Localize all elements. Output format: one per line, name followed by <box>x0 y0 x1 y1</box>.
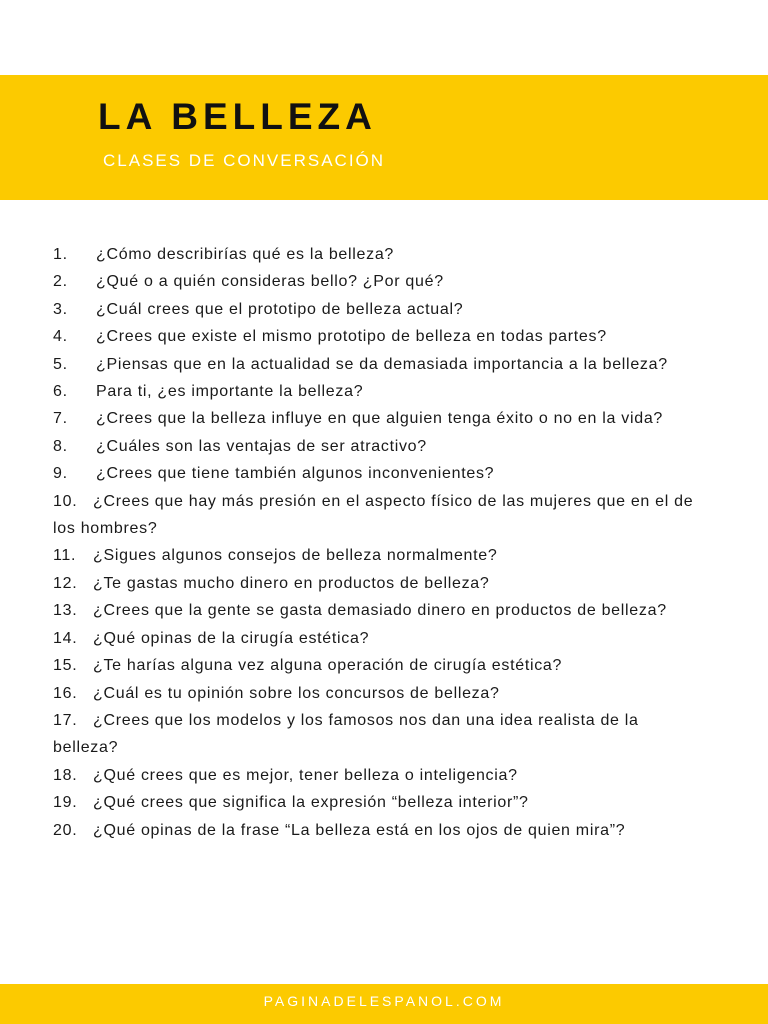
question-item <box>53 652 698 679</box>
question-number: 14. <box>53 629 78 647</box>
page-title: LA BELLEZA <box>98 96 377 137</box>
question-item <box>53 707 698 762</box>
question-number: 20. <box>53 821 78 839</box>
question-text: ¿Crees que los modelos y los famosos nos dan una idea realista de la belleza? <box>53 711 639 757</box>
question-text: ¿Qué opinas de la frase “La belleza está en los ojos de quien mira”? <box>93 821 626 839</box>
question-item <box>53 762 698 789</box>
page-subtitle: CLASES DE CONVERSACIÓN <box>103 151 386 170</box>
question-item <box>53 405 698 432</box>
question-number: 16. <box>53 684 78 702</box>
question-item <box>53 378 698 405</box>
question-number: 10. <box>53 492 78 510</box>
question-item <box>53 597 698 624</box>
question-item <box>53 460 698 487</box>
question-item <box>53 351 698 378</box>
question-list <box>53 241 698 844</box>
question-number: 11. <box>53 547 77 565</box>
question-number: 6. <box>53 383 68 401</box>
question-number: 9. <box>53 465 68 483</box>
question-number: 2. <box>53 273 68 291</box>
question-text: ¿Sigues algunos consejos de belleza normalmente? <box>93 547 498 565</box>
question-text: ¿Cuál es tu opinión sobre los concursos de belleza? <box>93 684 500 702</box>
question-number: 18. <box>53 766 78 784</box>
question-text: ¿Cuáles son las ventajas de ser atractivo? <box>96 437 427 455</box>
question-text: ¿Crees que existe el mismo prototipo de belleza en todas partes? <box>96 328 607 346</box>
question-text: ¿Cuál crees que el prototipo de belleza actual? <box>96 300 464 318</box>
question-number: 17. <box>53 711 78 729</box>
question-item <box>53 296 698 323</box>
question-text: ¿Qué crees que significa la expresión “belleza interior”? <box>93 794 529 812</box>
question-number: 4. <box>53 328 68 346</box>
question-text: ¿Crees que hay más presión en el aspecto físico de las mujeres que en el de los hombres? <box>53 492 694 538</box>
question-number: 15. <box>53 657 78 675</box>
question-item <box>53 323 698 350</box>
footer-band <box>0 984 768 1024</box>
question-number: 5. <box>53 355 68 373</box>
question-item <box>53 542 698 569</box>
question-item <box>53 817 698 844</box>
question-item <box>53 789 698 816</box>
question-text: Para ti, ¿es importante la belleza? <box>96 383 364 401</box>
question-text: ¿Cómo describirías qué es la belleza? <box>96 246 395 263</box>
question-number: 7. <box>53 410 68 428</box>
question-number: 19. <box>53 794 78 812</box>
question-text: ¿Te gastas mucho dinero en productos de belleza? <box>93 574 490 592</box>
question-text: ¿Qué o a quién consideras bello? ¿Por qué? <box>96 273 444 291</box>
question-text: ¿Crees que la gente se gasta demasiado dinero en productos de belleza? <box>93 602 667 620</box>
question-item <box>53 268 698 295</box>
question-text: ¿Te harías alguna vez alguna operación de cirugía estética? <box>93 657 563 675</box>
question-text: ¿Qué opinas de la cirugía estética? <box>93 629 370 647</box>
footer-website: PAGINADELESPANOL.COM <box>263 993 505 1009</box>
question-item <box>53 625 698 652</box>
question-text: ¿Crees que tiene también algunos inconvenientes? <box>96 465 495 483</box>
question-number: 12. <box>53 574 78 592</box>
question-item <box>53 570 698 597</box>
question-number: 1. <box>53 246 68 263</box>
question-number: 3. <box>53 300 68 318</box>
question-item <box>53 241 698 268</box>
question-number: 8. <box>53 437 68 455</box>
question-text: ¿Piensas que en la actualidad se da demasiada importancia a la belleza? <box>96 355 668 373</box>
question-item <box>53 433 698 460</box>
question-text: ¿Crees que la belleza influye en que alguien tenga éxito o no en la vida? <box>96 410 664 428</box>
question-item <box>53 488 698 543</box>
question-item <box>53 680 698 707</box>
question-text: ¿Qué crees que es mejor, tener belleza o inteligencia? <box>93 766 518 784</box>
header-band <box>0 75 768 200</box>
question-number: 13. <box>53 602 78 620</box>
